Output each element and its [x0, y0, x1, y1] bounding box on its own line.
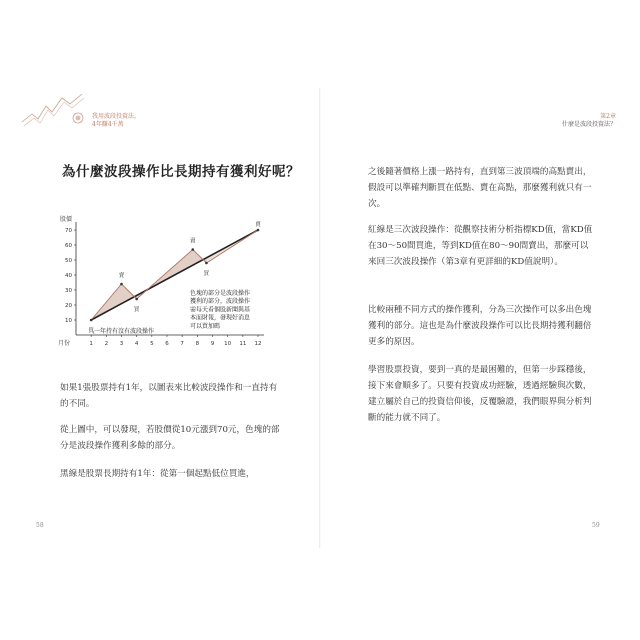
left-running-head-line: 我用波段投資法，: [92, 113, 141, 120]
x-tick-label: 7: [180, 341, 184, 347]
x-tick-label: 2: [104, 341, 109, 347]
y-tick-label: 50: [65, 258, 72, 264]
left-paragraph-3: 黑線是股票長期持有1年：從第一個起點低位買進，: [60, 469, 255, 479]
trade-point: [257, 229, 260, 232]
trade-label: 賣: [255, 222, 261, 228]
left-paragraph-2: 從上圖中，可以發現，若股價從10元漲到70元，色塊的部分是波段操作獲利多餘的部分。: [60, 425, 280, 451]
trade-label: 買: [203, 271, 210, 277]
y-tick-label: 60: [65, 243, 72, 249]
right-paragraph-4: 學習股票投資，要到一真的是最困難的，但第一步踩穩後，接下來會順多了。只要有投資成功經驗，透過經驗與次數，建立屬於自己的投資信仰後，反覆驗證，我們眼界與分析判斷的能力就不同了。: [368, 365, 592, 423]
y-axis-label: 股價: [60, 216, 73, 223]
left-running-head-line: 4年賺4千萬: [92, 121, 124, 128]
right-paragraph-3: 比較兩種不同方式的操作獲利，分為三次操作可以多出色塊獲利的部分。這也是為什麼波段操作可以比長期持獲利翻倍更多的原因。: [368, 305, 592, 347]
chart-caption: 一年持有沒有波段操作: [94, 328, 155, 335]
left-paragraph-1: 如果1張股票持有1年，以圖表來比較波段操作和一直持有的不同。: [60, 383, 278, 409]
x-axis-label: 月份: [58, 340, 71, 347]
profit-area: [91, 284, 136, 320]
y-tick-label: 70: [65, 228, 72, 234]
chart-note-line: 色塊的部分是波段操作: [190, 290, 251, 297]
x-tick-label: 1: [89, 341, 93, 347]
decorative-lines-ornament: [20, 92, 90, 132]
right-paragraph-2: 紅線是三次波段操作：從觀察技術分析指標KD值，當KD值在30～50間買進，等到KD值在80～90間賣出，那麼可以來回三次波段操作（第3章有更詳細的KD值說明）。: [368, 225, 593, 267]
x-tick-label: 9: [210, 341, 215, 347]
chart-note-line: 可以買加碼: [190, 322, 221, 330]
stock-swing-chart: [60, 214, 275, 359]
x-tick-label: 11: [239, 341, 247, 347]
chart-note-line: 需每天看個股新聞與基: [190, 306, 251, 314]
chart-note-line: 獲利的部分，波段操作: [190, 298, 251, 306]
x-tick-label: 12: [254, 341, 262, 347]
trade-point: [90, 319, 93, 322]
trade-label: 買: [133, 307, 140, 313]
x-tick-label: 6: [165, 341, 169, 347]
right-running-head: [562, 113, 616, 129]
y-tick-label: 10: [65, 318, 72, 324]
chart-note-line: 本面財報，發現好消息: [190, 314, 251, 322]
section-title: 為什麼波段操作比長期持有獲利好呢？: [62, 164, 300, 180]
x-tick-label: 4: [134, 341, 139, 347]
left-page-number: 58: [36, 522, 44, 529]
y-tick-label: 40: [65, 273, 72, 279]
x-tick-label: 3: [119, 341, 124, 347]
trade-label: 買: [88, 328, 94, 334]
x-tick-label: 5: [150, 341, 154, 347]
trade-label: 賣: [118, 273, 125, 279]
right-page-number: 59: [592, 522, 600, 529]
right-paragraph-1: 之後隨著價格上漲一路持有，直到第三波頂端的高點賣出，假設可以準確判斷買在低點、賣在高點，那麼獲利就只有一次。: [368, 167, 592, 209]
chapter-title: 什麼是波段投資法？: [561, 121, 616, 128]
left-running-head: [92, 113, 140, 129]
x-tick-label: 10: [224, 341, 232, 347]
trade-point: [191, 248, 194, 251]
trade-point: [205, 262, 208, 265]
chapter-label: 第2章: [600, 113, 616, 120]
trade-point: [135, 298, 138, 301]
trade-label: 賣: [190, 238, 196, 245]
x-tick-label: 8: [195, 341, 200, 347]
book-spine: [319, 88, 321, 548]
y-tick-label: 30: [65, 288, 72, 294]
trade-point: [120, 283, 123, 286]
y-tick-label: 20: [65, 303, 72, 309]
